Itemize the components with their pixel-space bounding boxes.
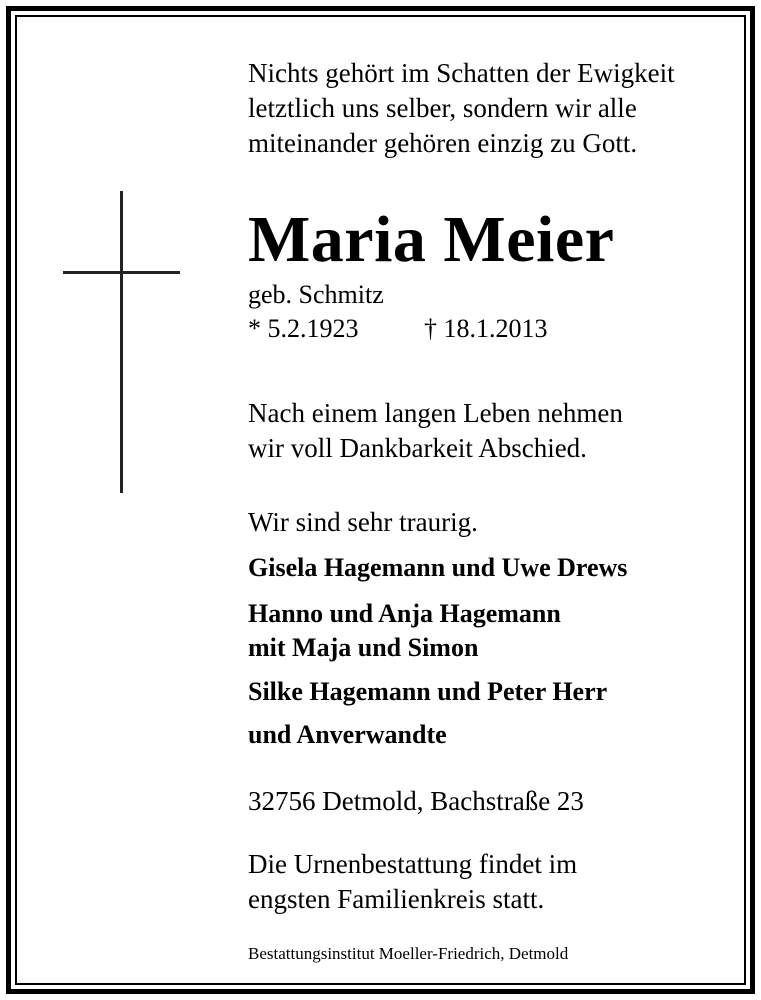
verse-quote	[248, 56, 675, 161]
mourner-line: und Anverwandte	[248, 720, 447, 749]
birth-name: geb. Schmitz	[248, 280, 384, 309]
cross-horizontal-bar	[63, 271, 180, 274]
mourner-line: Silke Hagemann und Peter Herr	[248, 677, 608, 706]
burial-line: engsten Familienkreis statt.	[248, 884, 545, 914]
mourning-line: Wir sind sehr traurig.	[248, 507, 478, 537]
mourner-line: mit Maja und Simon	[248, 633, 479, 662]
verse-line: letztlich uns selber, sondern wir alle	[248, 93, 637, 123]
mourner-group	[248, 675, 607, 709]
deceased-name: Maria Meier	[248, 203, 615, 276]
burial-note	[248, 847, 577, 917]
mourner-group	[248, 551, 627, 585]
farewell-line: wir voll Dankbarkeit Abschied.	[248, 433, 587, 463]
death-date: † 18.1.2013	[424, 314, 548, 343]
verse-line: miteinander gehören einzig zu Gott.	[248, 128, 638, 158]
mourner-group	[248, 718, 447, 752]
undertaker-credit: Bestattungsinstitut Moeller-Friedrich, Detmold	[248, 944, 569, 963]
verse-line: Nichts gehört im Schatten der Ewigkeit	[248, 58, 675, 88]
mourner-line: Hanno und Anja Hagemann	[248, 599, 561, 628]
family-address: 32756 Detmold, Bachstraße 23	[248, 786, 584, 816]
farewell-text	[248, 396, 623, 466]
mourner-line: Gisela Hagemann und Uwe Drews	[248, 553, 628, 582]
burial-line: Die Urnenbestattung findet im	[248, 849, 578, 879]
cross-vertical-bar	[120, 191, 123, 493]
birth-date: * 5.2.1923	[248, 314, 359, 343]
mourner-group	[248, 597, 561, 665]
farewell-line: Nach einem langen Leben nehmen	[248, 398, 623, 428]
life-dates	[248, 313, 548, 345]
